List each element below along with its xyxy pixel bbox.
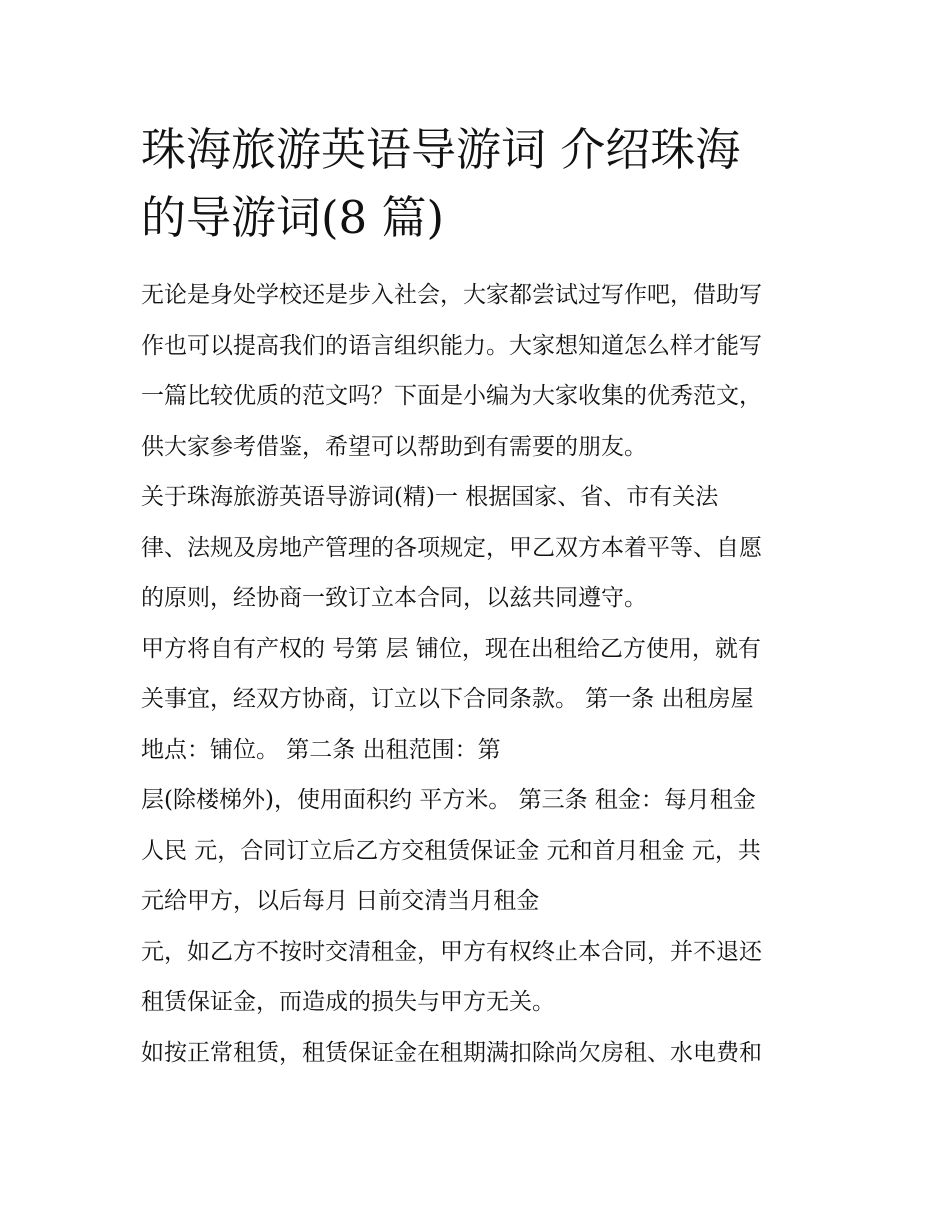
body-line: 元给甲方，以后每月 日前交清当月租金 — [141, 888, 540, 914]
body-line: 作也可以提高我们的语言组织能力。大家想知道怎么样才能写 — [141, 332, 762, 359]
body-line: 供大家参考借鉴，希望可以帮助到有需要的朋友。 — [141, 433, 647, 460]
body-line: 律、法规及房地产管理的各项规定，甲乙双方本着平等、自愿 — [141, 534, 762, 561]
body-line: 层(除楼梯外)，使用面积约 平方米。 第三条 租金：每月租金 — [141, 787, 756, 813]
title-line: 珠海旅游英语导游词 介绍珠海 — [141, 123, 741, 176]
body-line: 无论是身处学校还是步入社会，大家都尝试过写作吧，借助写 — [141, 282, 762, 308]
body-line: 地点：铺位。 第二条 出租范围：第 — [141, 736, 501, 763]
body-line: 人民 元，合同订立后乙方交租赁保证金 元和首月租金 元，共 — [141, 837, 761, 864]
body-line: 的原则，经协商一致订立本合同，以兹共同遵守。 — [141, 585, 647, 611]
body-line: 如按正常租赁，租赁保证金在租期满扣除尚欠房租、水电费和 — [141, 1039, 762, 1066]
body-line: 元，如乙方不按时交清租金，甲方有权终止本合同，并不退还 — [141, 938, 762, 965]
body-line: 关于珠海旅游英语导游词(精)一 根据国家、省、市有关法 — [141, 484, 719, 510]
body-line: 关事宜，经双方协商，订立以下合同条款。 第一条 出租房屋 — [141, 686, 754, 712]
body-line: 一篇比较优质的范文吗？下面是小编为大家收集的优秀范文， — [141, 383, 762, 409]
document-body — [141, 280, 813, 1088]
body-line: 租赁保证金，而造成的损失与甲方无关。 — [141, 989, 555, 1015]
body-line: 甲方将自有产权的 号第 层 铺位，现在出租给乙方使用，就有 — [141, 635, 761, 662]
title-line: 的导游词(8 篇) — [141, 191, 445, 244]
document-title — [141, 116, 821, 252]
